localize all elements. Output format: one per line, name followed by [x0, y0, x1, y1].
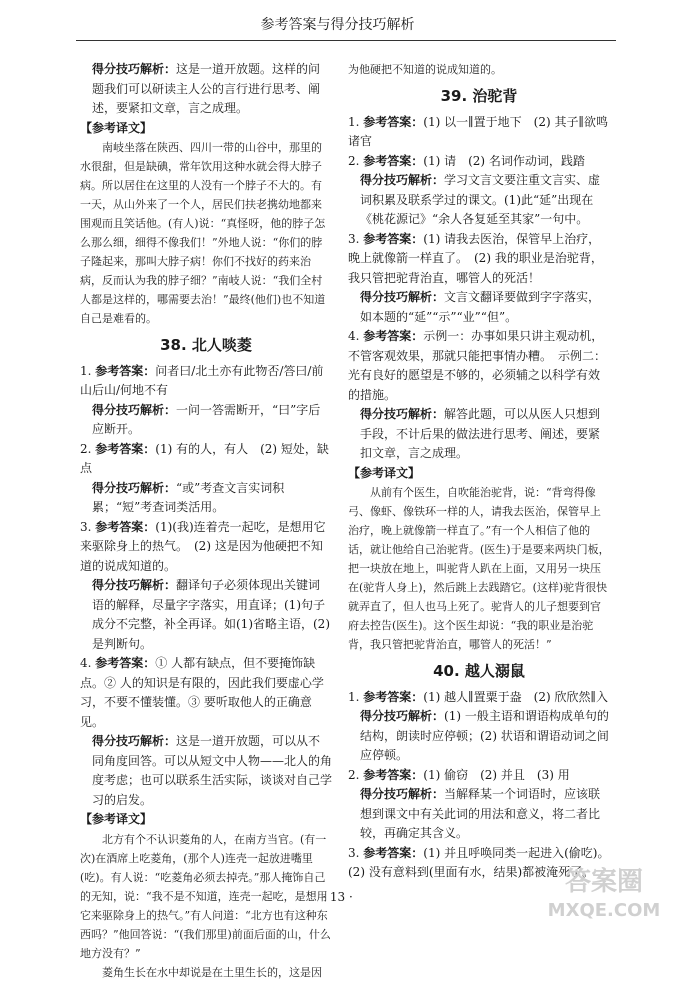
section-title-40: 40. 越人溺鼠: [433, 662, 525, 680]
answer-38-2: 2. 参考答案：(1) 有的人，有人 (2) 短处，缺点: [80, 441, 329, 475]
translation-38: 北方有个不认识菱角的人，在南方当官。(有一次)在酒席上吃菱角，(那个人)连壳一起放进嘴里(吃)。有人说：“吃菱角必须去掉壳。”那人掩饰自己的无知，说：“我不是不知道，连壳一起吃，是想用它来驱除身上的热气。”有人问道：“北方也有这种东西吗？”他回答说：“(我们那里)前面后面的山，什么地方没有？” 菱角生长在水中却说是在土里生长的，这是因: [80, 832, 331, 979]
analysis-40-2: 得分技巧解析：当解释某一个词语时，应该联想到课文中有关此词的用法和意义，将二者比较，再确定其含义。: [360, 787, 601, 840]
answer-40-3: 3. 参考答案：(1) 并且呼唤同类一起进入(偷吃)。(2) 没有意料到(里面有水，结果)都被淹死了。: [348, 845, 610, 879]
right-column: [348, 60, 610, 883]
watermark-line1: 答案圈: [564, 867, 644, 897]
page-number: · 13 ·: [322, 890, 353, 904]
translation-38-tail: 为他硬把不知道的说成知道的。: [348, 63, 502, 76]
analysis-38-2: 得分技巧解析：“或”考查文言实词积累；“短”考查词类活用。: [92, 480, 285, 514]
analysis-39-4: 得分技巧解析：解答此题，可以从医人只想到手段，不计后果的做法进行思考、阐述，要紧扣文章，言之成理。: [360, 407, 601, 460]
translation-37: 南岐坐落在陕西、四川一带的山谷中，那里的水很甜，但是缺碘，常年饮用这种水就会得大脖子病。所以居住在这里的人没有一个脖子不大的。有一天，从山外来了一个人，居民们扶老携幼地都来围观而且笑话他。(有人)说：“真怪呀，他的脖子怎么那么细，细得不像我们！”外地人说：“你们的脖子隆起来，那叫大脖子病！你们不找好的药来治病，反而认为我的脖子细？”南岐人说：“我们全村人都是这样的，哪需要去治！”最终(他们)也不知道自己是难看的。: [80, 141, 326, 325]
watermark-logo: [540, 858, 668, 924]
ref-translation-label-37: 【参考译文】: [80, 120, 153, 135]
analysis-40-1: 得分技巧解析：(1) 一般主语和谓语构成单句的结构，朗读时应停顿；(2) 状语和谓语动词之间应停顿。: [360, 709, 609, 762]
left-column: [80, 60, 332, 982]
answer-39-4: 4. 参考答案：示例一：办事如果只讲主观动机，不管客观效果，那就只能把事情办糟。 示例二：光有良好的愿望是不够的，必须辅之以科学有效的措施。: [348, 329, 607, 402]
answer-40-2: 2. 参考答案：(1) 偷窃 (2) 并且 (3) 用: [348, 767, 570, 782]
section-title-38: 38. 北人啖菱: [160, 336, 252, 354]
ref-translation-label-39: 【参考译文】: [348, 465, 421, 480]
section-title-39: 39. 治驼背: [440, 87, 518, 105]
analysis-39-2: 得分技巧解析：学习文言文要注重文言实、虚词积累及联系学过的课文。(1)此“延”出现在《桃花源记》“余人各复延至其家”一句中。: [360, 173, 601, 226]
answer-39-1: 1. 参考答案：(1) 以一∥置于地下 (2) 其子∥欲鸣诸官: [348, 114, 609, 148]
page-header: 参考答案与得分技巧解析: [260, 17, 415, 33]
watermark-line2: MXQE.COM: [547, 900, 661, 921]
translation-39: 从前有个医生，自吹能治驼背，说：“背弯得像弓、像虾、像铁环一样的人，请我去医治，保管早上治疗，晚上就像箭一样直了。”有一个人相信了他的话，就让他给自己治驼背。(医生)于是要来两块门板，把一块放在地上，叫驼背人趴在上面，又用另一块压在(驼背人身上)，然后跳上去践踏它。(这样)驼背很快就弄直了，但人也马上死了。驼背人的儿子想要到官府去控告(医生)。这个医生却说：“我的职业是治驼背，我只管把驼背治直，哪管人的死活！”: [348, 486, 610, 651]
header-rule: [76, 40, 616, 41]
answer-39-3: 3. 参考答案：(1) 请我去医治，保管早上治疗，晚上就像箭一样直了。 (2) 我的职业是治驼背，我只管把驼背治直，哪管人的死活！: [348, 231, 603, 285]
answer-38-4: 4. 参考答案：① 人都有缺点，但不要掩饰缺点。② 人的知识是有限的，因此我们要虚心学习，不要不懂装懂。③ 要听取他人的正确意见。: [80, 656, 324, 729]
analysis-38-3: 得分技巧解析：翻译句子必须体现出关键词语的解释，尽量字字落实，用直译；(1)句子成分不完整，补全再译。如(1)省略主语，(2)是判断句。: [92, 578, 330, 651]
analysis-37: 得分技巧解析：这是一道开放题。这样的问题我们可以研读主人公的言行进行思考、阐述，要紧扣文章，言之成理。: [92, 62, 321, 115]
analysis-39-3: 得分技巧解析：文言文翻译要做到字字落实，如本题的“延”“示”“业”“但”。: [360, 290, 601, 324]
answer-38-1: 1. 参考答案：问者曰/北土亦有此物否/答曰/前山后山/何地不有: [80, 363, 324, 397]
answer-38-3: 3. 参考答案：(1)(我)连着壳一起吃，是想用它来驱除身上的热气。 (2) 这是因为他硬把不知道的说成知道的。: [80, 519, 326, 573]
answer-39-2: 2. 参考答案：(1) 请 (2) 名词作动词，践踏: [348, 153, 585, 168]
answer-40-1: 1. 参考答案：(1) 越人∥置粟于盎 (2) 欣欣然∥入: [348, 689, 609, 704]
ref-translation-label-38: 【参考译文】: [80, 812, 153, 826]
analysis-38-1: 得分技巧解析：一问一答需断开，“曰”字后应断开。: [92, 402, 321, 436]
analysis-38-4: 得分技巧解析：这是一道开放题，可以从不同角度回答。可以从短文中人物——北人的角度考虑；也可以联系生活实际，谈谈对自己学习的启发。: [92, 734, 333, 807]
